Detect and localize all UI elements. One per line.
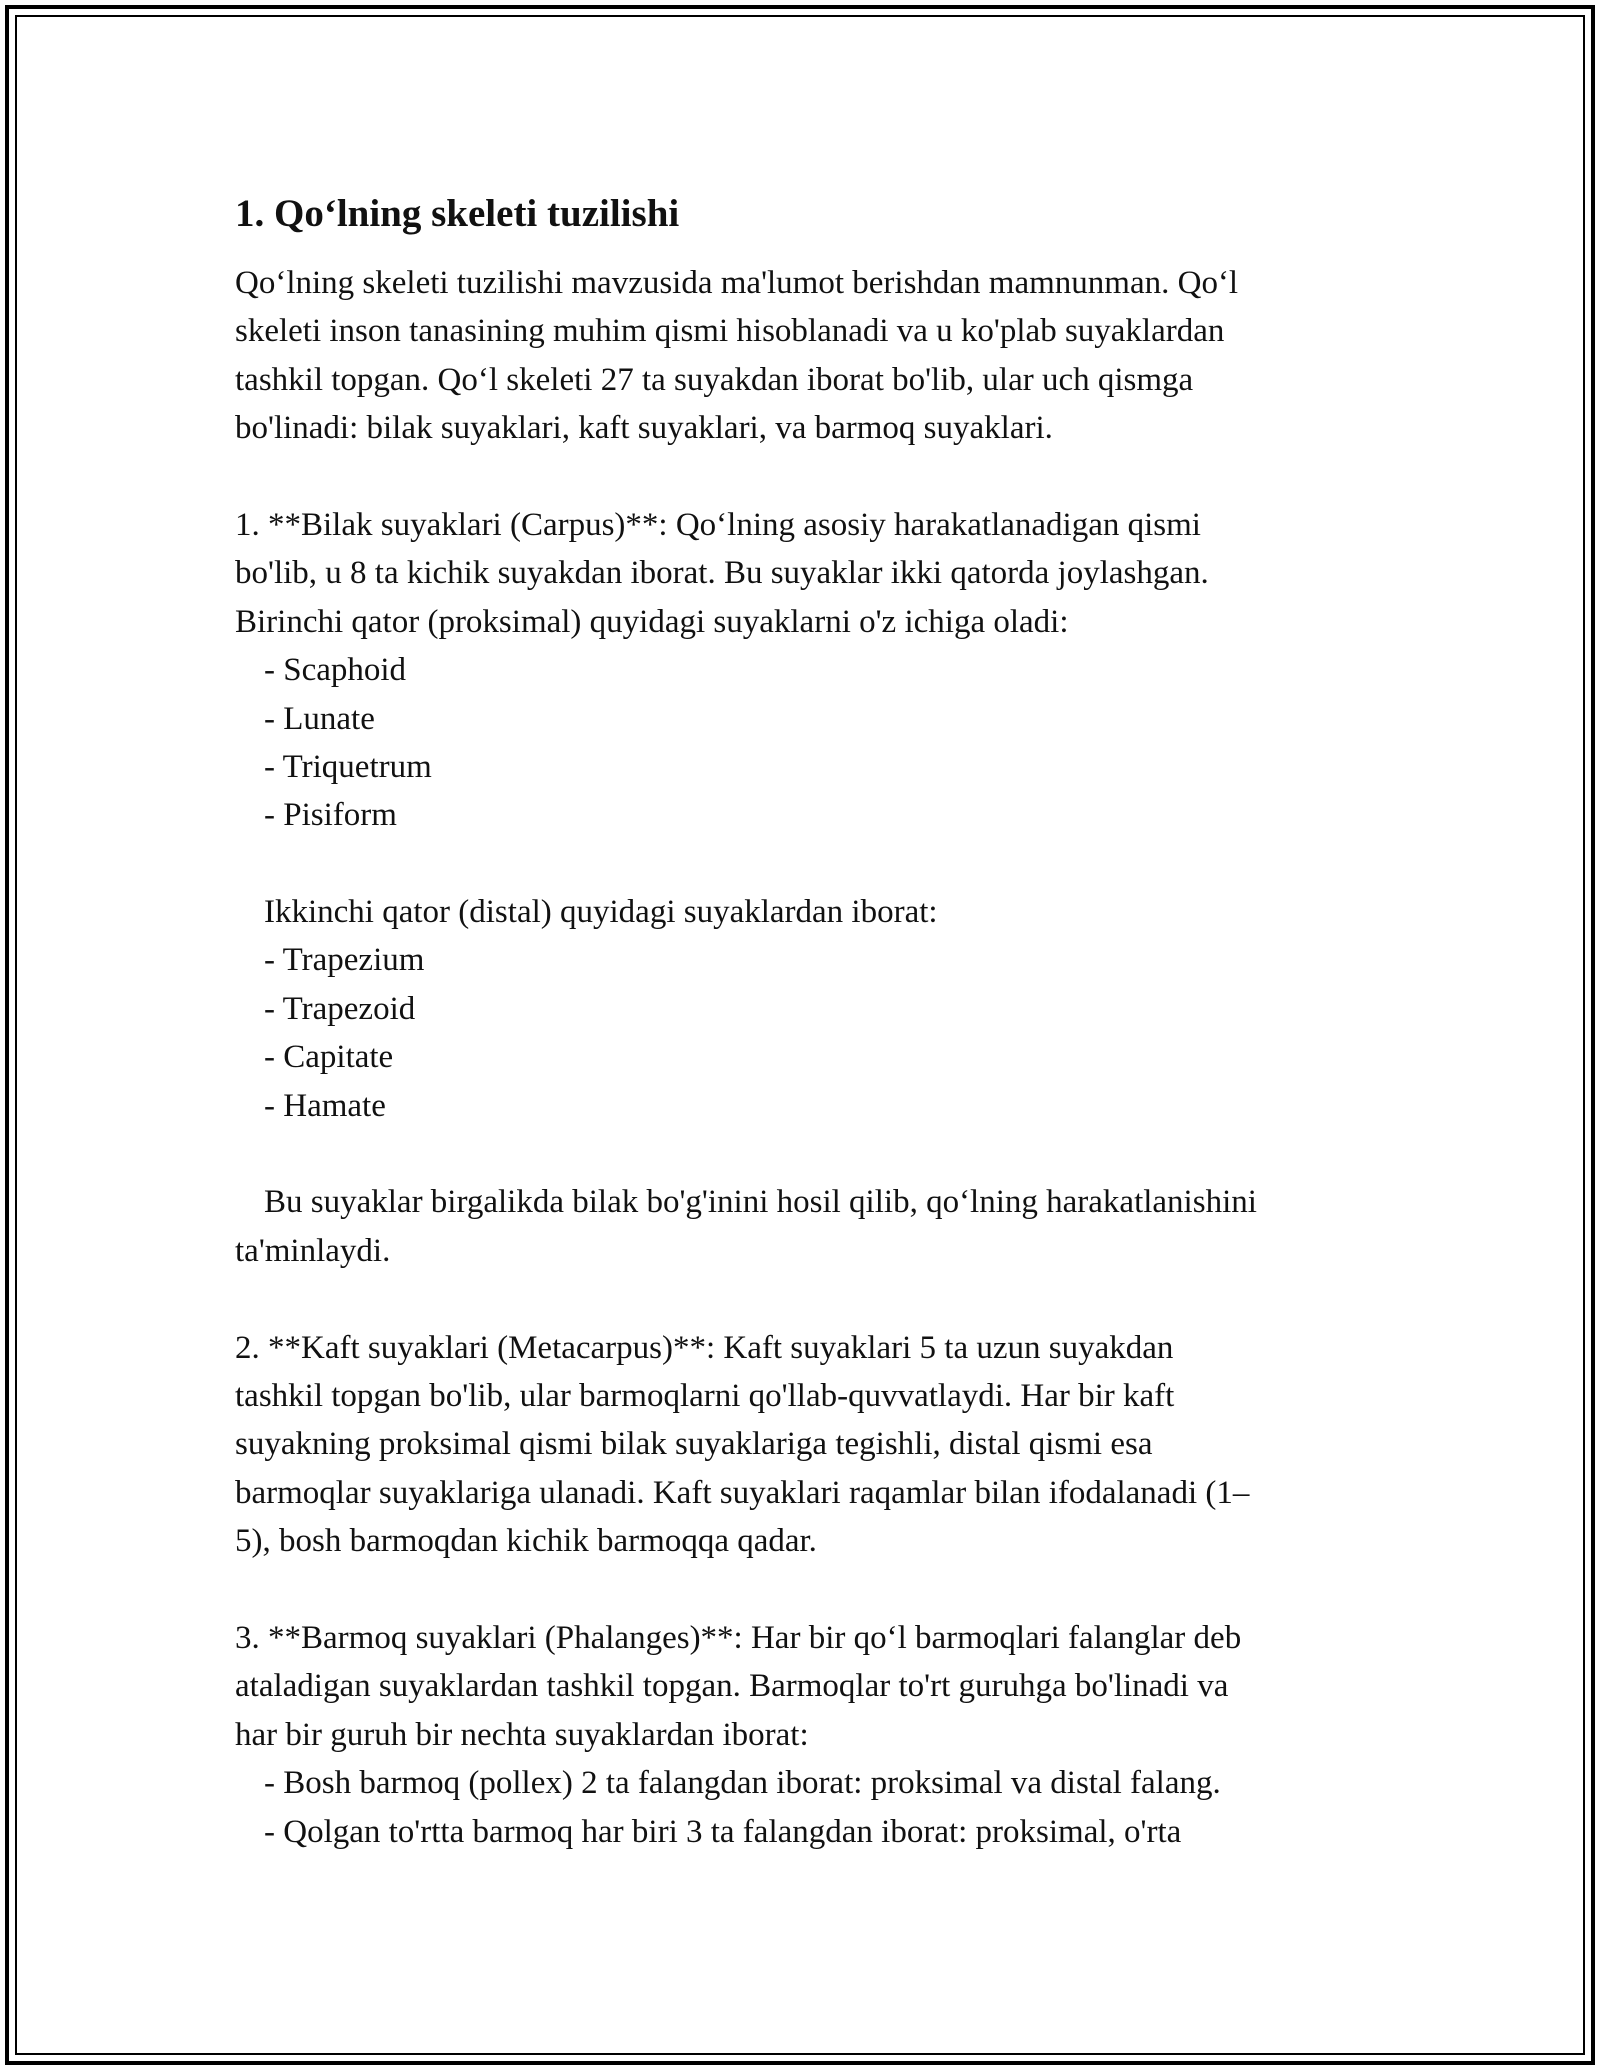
text-line: har bir guruh bir nechta suyaklardan iborat:	[235, 1716, 809, 1753]
text-line: ataladigan suyaklardan tashkil topgan. Barmoqlar to'rt guruhga bo'linadi va	[235, 1668, 1229, 1705]
text-line: - Lunate	[264, 700, 375, 737]
text-line: - Trapezoid	[264, 990, 416, 1027]
text-line: bo'linadi: bilak suyaklari, kaft suyaklari, va barmoq suyaklari.	[235, 410, 1053, 447]
blank-line	[235, 1275, 1395, 1323]
blank-line	[235, 1566, 1395, 1614]
text-line: - Hamate	[264, 1087, 386, 1124]
text-line: 2. **Kaft suyaklari (Metacarpus)**: Kaft suyaklari 5 ta uzun suyakdan	[235, 1329, 1174, 1366]
blank-line	[235, 453, 1395, 501]
text-line: 1. **Bilak suyaklari (Carpus)**: Qo‘lning asosiy harakatlanadigan qismi	[235, 506, 1201, 543]
text-line: - Qolgan to'rtta barmoq har biri 3 ta falangdan iborat: proksimal, o'rta	[264, 1813, 1182, 1850]
document-title: 1. Qo‘lning skeleti tuzilishi	[235, 192, 680, 235]
text-line: 5), bosh barmoqdan kichik barmoqqa qadar.	[235, 1523, 817, 1560]
text-line: Ikkinchi qator (distal) quyidagi suyaklardan iborat:	[264, 894, 938, 931]
text-line: tashkil topgan. Qo‘l skeleti 27 ta suyakdan iborat bo'lib, ular uch qismga	[235, 361, 1194, 398]
text-line: barmoqlar suyaklariga ulanadi. Kaft suyaklari raqamlar bilan ifodalanadi (1–	[235, 1474, 1250, 1511]
text-line: - Scaphoid	[264, 652, 407, 689]
text-line: ta'minlaydi.	[235, 1232, 391, 1269]
text-line: - Bosh barmoq (pollex) 2 ta falangdan iborat: proksimal va distal falang.	[264, 1765, 1221, 1802]
text-line: 3. **Barmoq suyaklari (Phalanges)**: Har bir qo‘l barmoqlari falanglar deb	[235, 1619, 1242, 1656]
blank-line	[235, 840, 1395, 888]
text-line: - Capitate	[264, 1039, 394, 1076]
text-line: - Triquetrum	[264, 748, 432, 785]
document-page	[235, 188, 1395, 1856]
text-line: - Trapezium	[264, 942, 425, 979]
text-line: - Pisiform	[264, 797, 397, 834]
text-line: Qo‘lning skeleti tuzilishi mavzusida ma'lumot berishdan mamnunman. Qo‘l	[235, 265, 1239, 301]
text-line: tashkil topgan bo'lib, ular barmoqlarni qo'llab-quvvatlaydi. Har bir kaft	[235, 1377, 1175, 1414]
blank-line	[235, 1130, 1395, 1178]
text-line: bo'lib, u 8 ta kichik suyakdan iborat. Bu suyaklar ikki qatorda joylashgan.	[235, 555, 1209, 592]
text-line: Birinchi qator (proksimal) quyidagi suyaklarni o'z ichiga oladi:	[235, 603, 1069, 640]
text-line: suyakning proksimal qismi bilak suyaklariga tegishli, distal qismi esa	[235, 1426, 1153, 1463]
text-line: Bu suyaklar birgalikda bilak bo'g'inini hosil qilib, qo‘lning harakatlanishini	[264, 1184, 1257, 1221]
text-line: skeleti inson tanasining muhim qismi hisoblanadi va u ko'plab suyaklardan	[235, 313, 1225, 350]
document-body	[235, 259, 1395, 1856]
